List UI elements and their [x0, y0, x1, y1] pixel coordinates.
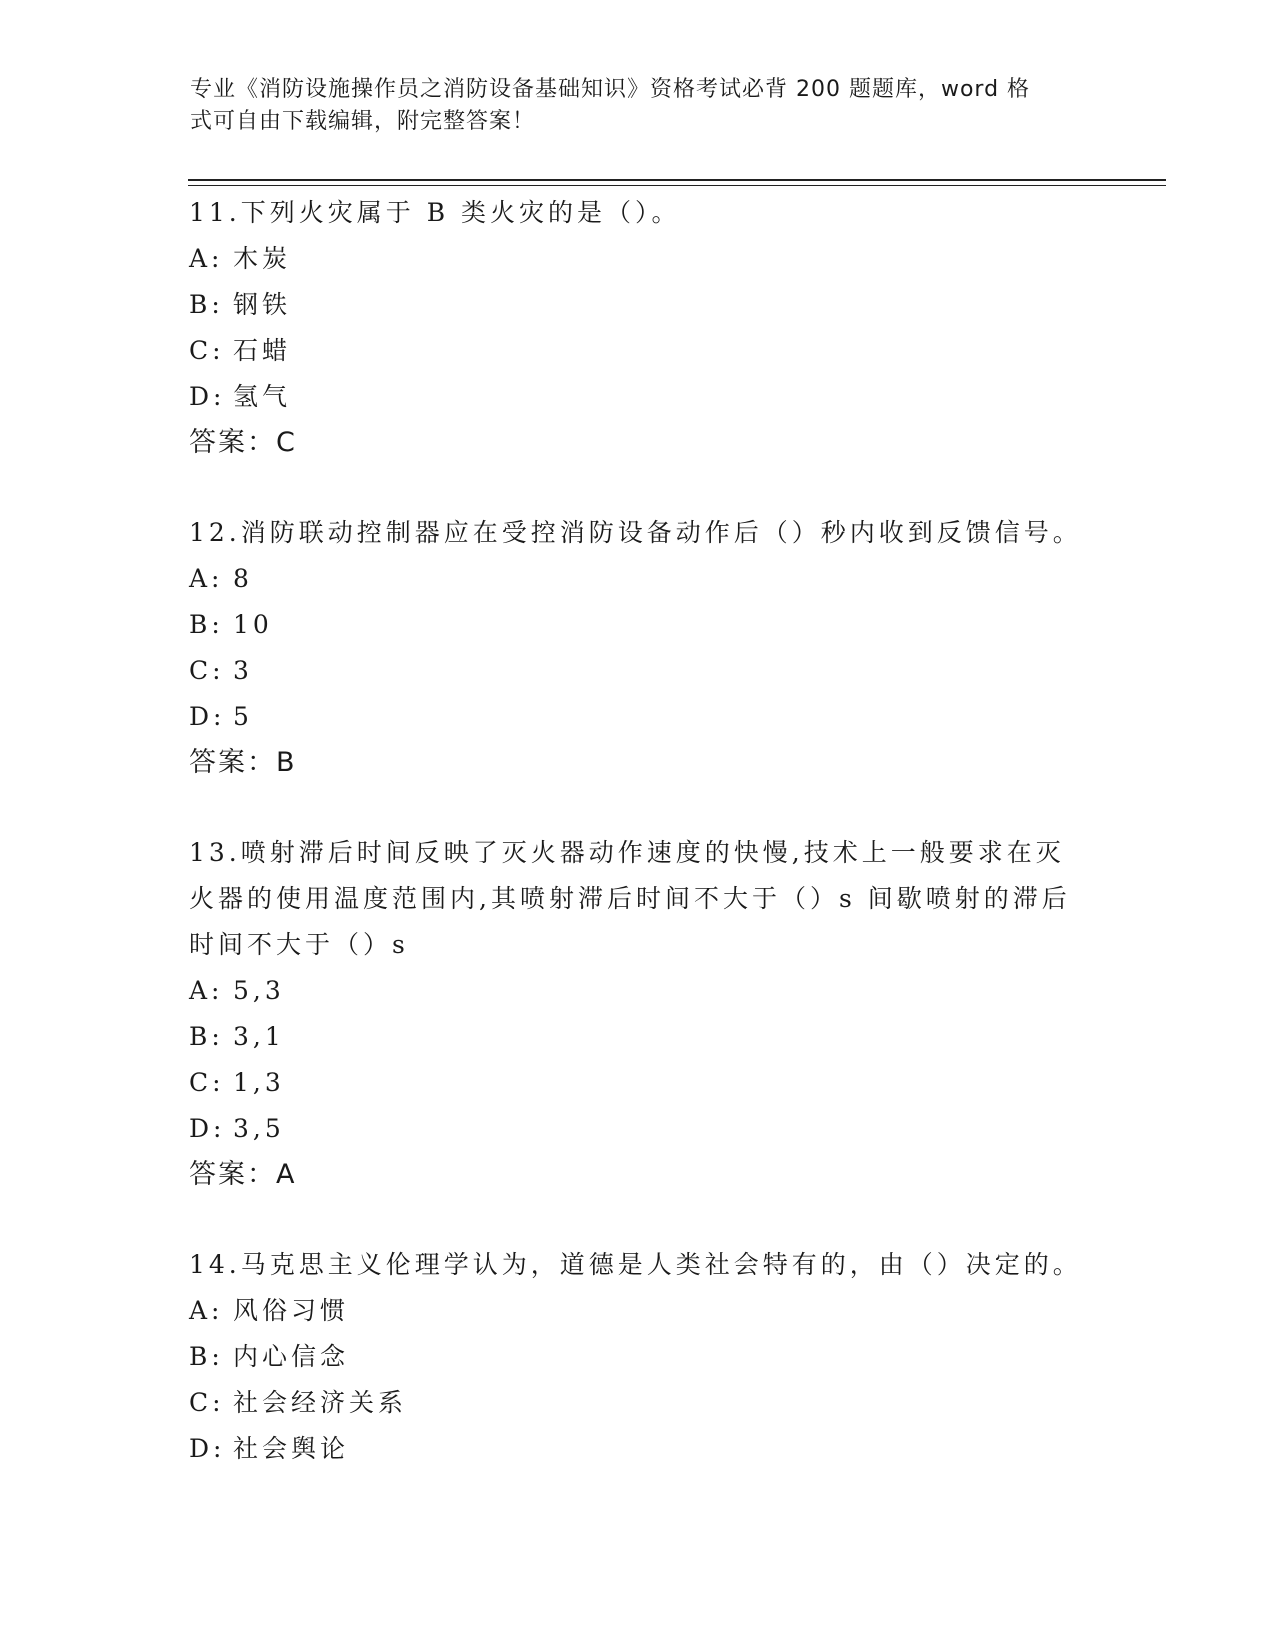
- option-text: 10: [233, 610, 273, 639]
- option-d: [189, 1106, 1089, 1152]
- option-c: [189, 1380, 1089, 1426]
- option-text: 3,1: [233, 1022, 285, 1051]
- option-b: [189, 1334, 1089, 1380]
- option-text: 3,5: [233, 1114, 285, 1143]
- option-letter: D:: [189, 702, 226, 731]
- option-text: 木炭: [233, 244, 292, 273]
- option-text: 社会舆论: [233, 1434, 350, 1463]
- question-12: [189, 510, 1089, 786]
- question-13: [189, 830, 1089, 1198]
- option-c: [189, 648, 1089, 694]
- option-text: 1,3: [233, 1068, 285, 1097]
- header-divider-thick: [188, 179, 1166, 181]
- option-a: [189, 236, 1089, 282]
- option-letter: B:: [189, 290, 224, 319]
- option-text: 5: [233, 702, 253, 731]
- question-text: 12.消防联动控制器应在受控消防设备动作后（）秒内收到反馈信号。: [189, 518, 1082, 547]
- option-letter: D:: [189, 382, 226, 411]
- question-text-line-3: 时间不大于（）s: [189, 930, 409, 959]
- option-text: 钢铁: [233, 290, 292, 319]
- option-b: [189, 1014, 1089, 1060]
- question-14: [189, 1242, 1089, 1472]
- option-d: [189, 374, 1089, 420]
- option-text: 氢气: [233, 382, 292, 411]
- document-header: [190, 74, 1070, 138]
- option-d: [189, 1426, 1089, 1472]
- option-c: [189, 1060, 1089, 1106]
- answer-line: 答案：C: [189, 427, 297, 458]
- option-a: [189, 1288, 1089, 1334]
- option-letter: A:: [189, 244, 224, 273]
- option-text: 石蜡: [233, 336, 292, 365]
- option-text: 内心信念: [233, 1342, 350, 1371]
- question-11: [189, 190, 1089, 466]
- header-line-2: 式可自由下载编辑，附完整答案！: [190, 109, 536, 134]
- option-letter: B:: [189, 1342, 224, 1371]
- option-b: [189, 282, 1089, 328]
- header-divider-thin: [188, 185, 1166, 186]
- option-letter: B:: [189, 1022, 224, 1051]
- answer-line: 答案：A: [189, 1159, 297, 1190]
- option-letter: A:: [189, 564, 224, 593]
- option-text: 风俗习惯: [233, 1296, 350, 1325]
- option-b: [189, 602, 1089, 648]
- option-d: [189, 694, 1089, 740]
- option-letter: B:: [189, 610, 224, 639]
- option-letter: C:: [189, 1388, 225, 1417]
- option-text: 社会经济关系: [233, 1388, 408, 1417]
- option-letter: D:: [189, 1114, 226, 1143]
- option-letter: C:: [189, 336, 225, 365]
- option-letter: C:: [189, 1068, 225, 1097]
- option-text: 3: [233, 656, 253, 685]
- header-line-1: 专业《消防设施操作员之消防设备基础知识》资格考试必背 200 题题库，word 格: [190, 77, 1031, 102]
- answer-line: 答案：B: [189, 747, 297, 778]
- question-list: [189, 190, 1089, 1472]
- option-letter: A:: [189, 1296, 224, 1325]
- option-letter: D:: [189, 1434, 226, 1463]
- option-text: 5,3: [233, 976, 285, 1005]
- question-text-line-1: 13.喷射滞后时间反映了灭火器动作速度的快慢,技术上一般要求在灭: [189, 838, 1065, 867]
- option-letter: C:: [189, 656, 225, 685]
- question-text: 14.马克思主义伦理学认为，道德是人类社会特有的，由（）决定的。: [189, 1250, 1082, 1279]
- question-spacer: [189, 1198, 1089, 1242]
- option-c: [189, 328, 1089, 374]
- question-spacer: [189, 466, 1089, 510]
- option-letter: A:: [189, 976, 224, 1005]
- option-a: [189, 556, 1089, 602]
- option-a: [189, 968, 1089, 1014]
- question-text-line-2: 火器的使用温度范围内,其喷射滞后时间不大于（）s 间歇喷射的滞后: [189, 884, 1071, 913]
- question-spacer: [189, 786, 1089, 830]
- question-text: 11.下列火灾属于 B 类火灾的是（）。: [189, 198, 681, 227]
- option-text: 8: [233, 564, 253, 593]
